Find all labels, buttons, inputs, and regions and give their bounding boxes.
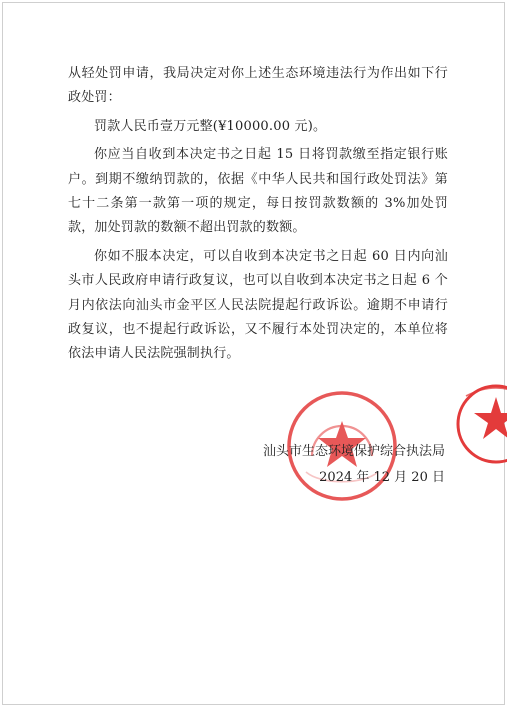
paragraph-penalty-intro: 从轻处罚申请，我局决定对你上述生态环境违法行为作出如下行政处罚： — [68, 66, 448, 106]
page-border-top — [2, 2, 505, 3]
paragraph-payment-deadline: 你应当自收到本决定书之日起 15 日将罚款缴至指定银行账户。到期不缴纳罚款的，依据《中华人民共和国行政处罚法》第七十二条第一款第一项的规定，每日按罚款数额的 3%加处罚款，加处罚款的数额不超出罚款的数额。 — [68, 147, 448, 236]
issue-date: 2024 年 12 月 20 日 — [319, 470, 445, 485]
signature-block — [235, 442, 445, 488]
paragraph-fine-amount: 罚款人民币壹万元整(¥10000.00 元)。 — [94, 118, 327, 134]
page-border-right — [504, 2, 505, 704]
page-border-bottom — [2, 704, 505, 705]
body-text — [68, 62, 448, 367]
paragraph-appeal-rights: 你如不服本决定，可以自收到本决定书之日起 60 日内向汕头市人民政府申请行政复议，也可以自收到本决定书之日起 6 个月内依法向汕头市金平区人民法院提起行政诉讼。逾期不申请行政复议，也不提起行政诉讼，又不履行本处罚决定的，本单位将依法申请人民法院强制执行。 — [68, 248, 448, 362]
official-seal-edge — [448, 372, 507, 482]
issuing-agency: 汕头市生态环境保护综合执法局 — [262, 444, 445, 459]
page-border-left — [2, 2, 3, 704]
